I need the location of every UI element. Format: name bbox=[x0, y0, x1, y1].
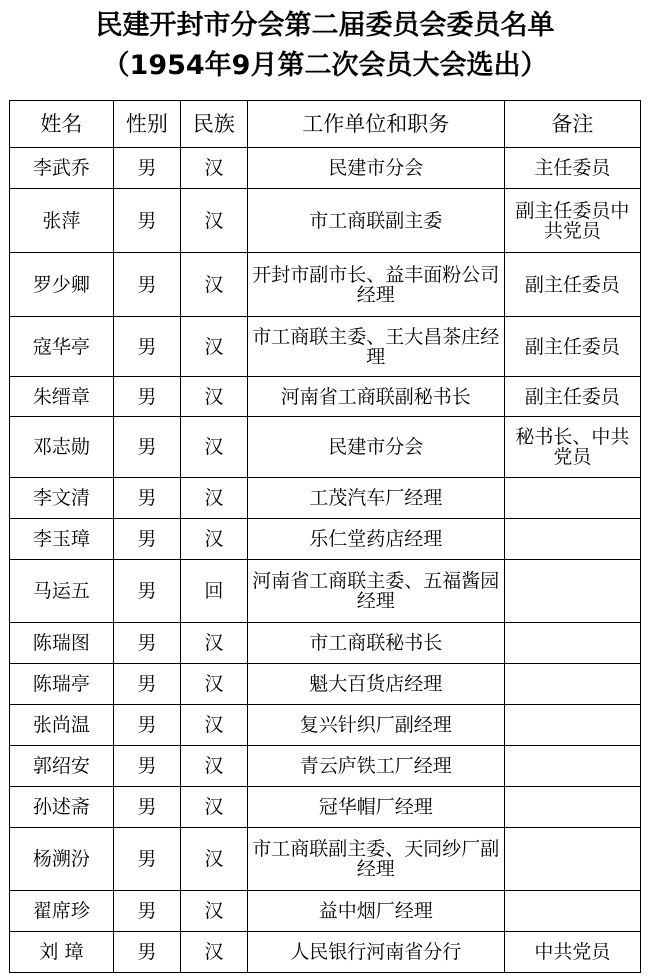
header-work: 工作单位和职务 bbox=[247, 101, 504, 148]
cell-note bbox=[504, 560, 640, 623]
cell-work: 市工商联副主委、天同纱厂副经理 bbox=[247, 828, 504, 891]
table-row bbox=[10, 746, 641, 787]
cell-work: 复兴针织厂副经理 bbox=[247, 705, 504, 746]
cell-gender: 男 bbox=[113, 932, 180, 973]
cell-gender: 男 bbox=[113, 664, 180, 705]
cell-work: 青云庐铁工厂经理 bbox=[247, 746, 504, 787]
cell-gender: 男 bbox=[113, 705, 180, 746]
cell-name: 孙述斋 bbox=[10, 787, 114, 828]
cell-gender: 男 bbox=[113, 828, 180, 891]
table-row bbox=[10, 932, 641, 973]
table-row bbox=[10, 189, 641, 253]
cell-ethnicity: 汉 bbox=[180, 478, 247, 519]
cell-name: 马运五 bbox=[10, 560, 114, 623]
cell-note bbox=[504, 891, 640, 932]
cell-work: 乐仁堂药店经理 bbox=[247, 519, 504, 560]
cell-name: 杨溯汾 bbox=[10, 828, 114, 891]
cell-name: 陈瑞亭 bbox=[10, 664, 114, 705]
cell-name: 朱缙章 bbox=[10, 377, 114, 417]
cell-work: 民建市分会 bbox=[247, 148, 504, 189]
table-row bbox=[10, 787, 641, 828]
cell-work: 河南省工商联副秘书长 bbox=[247, 377, 504, 417]
table-row bbox=[10, 891, 641, 932]
cell-gender: 男 bbox=[113, 787, 180, 828]
cell-ethnicity: 汉 bbox=[180, 746, 247, 787]
cell-ethnicity: 汉 bbox=[180, 828, 247, 891]
cell-work: 市工商联秘书长 bbox=[247, 623, 504, 664]
cell-name: 李文清 bbox=[10, 478, 114, 519]
table-header-row bbox=[10, 101, 641, 148]
cell-work: 工茂汽车厂经理 bbox=[247, 478, 504, 519]
cell-name: 张萍 bbox=[10, 189, 114, 253]
cell-note: 主任委员 bbox=[504, 148, 640, 189]
table-row bbox=[10, 317, 641, 377]
cell-note bbox=[504, 623, 640, 664]
cell-gender: 男 bbox=[113, 148, 180, 189]
cell-note: 秘书长、中共党员 bbox=[504, 417, 640, 478]
header-note: 备注 bbox=[504, 101, 640, 148]
cell-name: 罗少卿 bbox=[10, 253, 114, 317]
cell-name: 李玉璋 bbox=[10, 519, 114, 560]
cell-work: 市工商联主委、王大昌茶庄经理 bbox=[247, 317, 504, 377]
cell-work: 益中烟厂经理 bbox=[247, 891, 504, 932]
cell-gender: 男 bbox=[113, 377, 180, 417]
table-row bbox=[10, 828, 641, 891]
cell-note: 副主任委员 bbox=[504, 377, 640, 417]
cell-ethnicity: 汉 bbox=[180, 519, 247, 560]
cell-note: 副主任委员中共党员 bbox=[504, 189, 640, 253]
cell-name: 张尚温 bbox=[10, 705, 114, 746]
cell-note: 副主任委员 bbox=[504, 317, 640, 377]
cell-ethnicity: 汉 bbox=[180, 253, 247, 317]
table-row bbox=[10, 148, 641, 189]
cell-gender: 男 bbox=[113, 317, 180, 377]
cell-ethnicity: 汉 bbox=[180, 932, 247, 973]
cell-ethnicity: 汉 bbox=[180, 317, 247, 377]
cell-gender: 男 bbox=[113, 891, 180, 932]
cell-note bbox=[504, 787, 640, 828]
cell-name: 郭绍安 bbox=[10, 746, 114, 787]
member-table bbox=[9, 100, 641, 973]
cell-name: 翟席珍 bbox=[10, 891, 114, 932]
table-row bbox=[10, 417, 641, 478]
document-subtitle: （1954年9月第二次会员大会选出） bbox=[102, 50, 548, 81]
table-row bbox=[10, 377, 641, 417]
cell-gender: 男 bbox=[113, 253, 180, 317]
cell-note bbox=[504, 478, 640, 519]
cell-ethnicity: 汉 bbox=[180, 377, 247, 417]
cell-work: 冠华帽厂经理 bbox=[247, 787, 504, 828]
table-row bbox=[10, 664, 641, 705]
cell-gender: 男 bbox=[113, 417, 180, 478]
cell-gender: 男 bbox=[113, 189, 180, 253]
cell-ethnicity: 汉 bbox=[180, 891, 247, 932]
cell-note bbox=[504, 664, 640, 705]
cell-work: 人民银行河南省分行 bbox=[247, 932, 504, 973]
header-ethnicity: 民族 bbox=[180, 101, 247, 148]
cell-work: 魁大百货店经理 bbox=[247, 664, 504, 705]
cell-name: 陈瑞图 bbox=[10, 623, 114, 664]
cell-name: 刘 璋 bbox=[10, 932, 114, 973]
cell-gender: 男 bbox=[113, 560, 180, 623]
cell-name: 寇华亭 bbox=[10, 317, 114, 377]
cell-name: 邓志勋 bbox=[10, 417, 114, 478]
table-row bbox=[10, 519, 641, 560]
header-gender: 性别 bbox=[113, 101, 180, 148]
cell-note bbox=[504, 705, 640, 746]
cell-name: 李武乔 bbox=[10, 148, 114, 189]
cell-gender: 男 bbox=[113, 746, 180, 787]
cell-ethnicity: 汉 bbox=[180, 623, 247, 664]
cell-note bbox=[504, 746, 640, 787]
cell-note bbox=[504, 828, 640, 891]
table-row bbox=[10, 623, 641, 664]
table-row bbox=[10, 478, 641, 519]
cell-work: 民建市分会 bbox=[247, 417, 504, 478]
cell-work: 开封市副市长、益丰面粉公司经理 bbox=[247, 253, 504, 317]
cell-work: 河南省工商联主委、五福酱园经理 bbox=[247, 560, 504, 623]
cell-ethnicity: 回 bbox=[180, 560, 247, 623]
cell-ethnicity: 汉 bbox=[180, 189, 247, 253]
table-row bbox=[10, 560, 641, 623]
cell-note bbox=[504, 519, 640, 560]
cell-ethnicity: 汉 bbox=[180, 148, 247, 189]
document-title: 民建开封市分会第二届委员会委员名单 bbox=[95, 10, 555, 41]
cell-note: 副主任委员 bbox=[504, 253, 640, 317]
cell-ethnicity: 汉 bbox=[180, 417, 247, 478]
table-row bbox=[10, 705, 641, 746]
cell-note: 中共党员 bbox=[504, 932, 640, 973]
cell-ethnicity: 汉 bbox=[180, 705, 247, 746]
cell-gender: 男 bbox=[113, 623, 180, 664]
table-row bbox=[10, 253, 641, 317]
cell-ethnicity: 汉 bbox=[180, 787, 247, 828]
cell-work: 市工商联副主委 bbox=[247, 189, 504, 253]
cell-gender: 男 bbox=[113, 478, 180, 519]
cell-ethnicity: 汉 bbox=[180, 664, 247, 705]
cell-gender: 男 bbox=[113, 519, 180, 560]
header-name: 姓名 bbox=[10, 101, 114, 148]
